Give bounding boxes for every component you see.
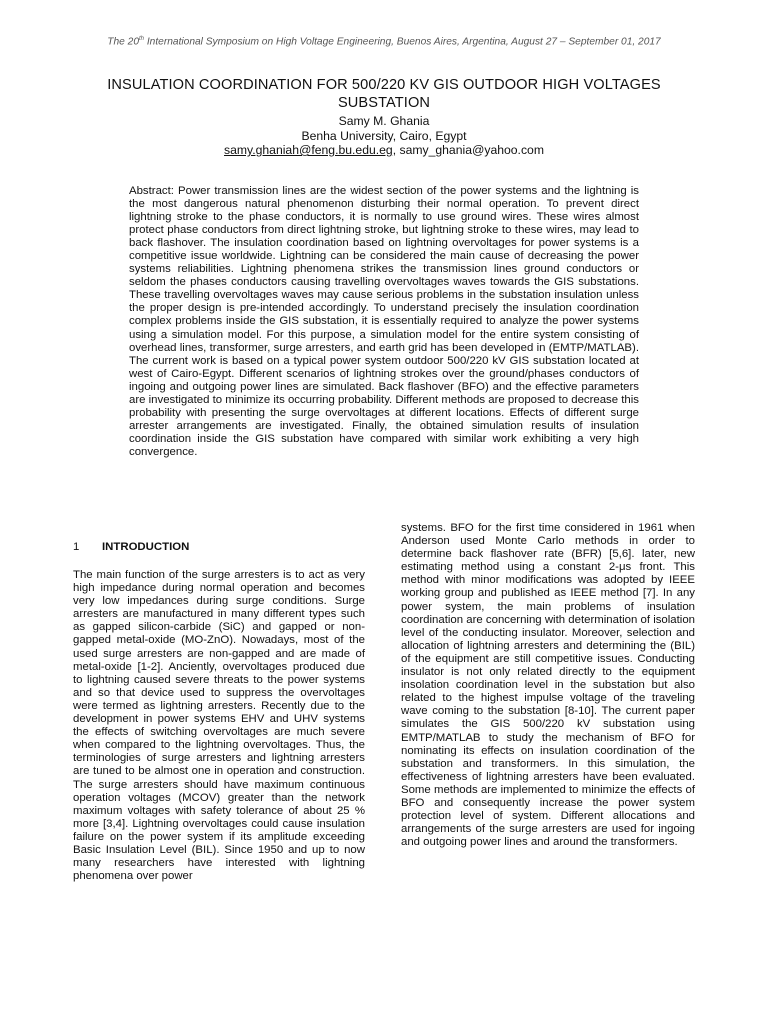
author-affiliation: Benha University, Cairo, Egypt xyxy=(301,128,467,143)
conference-header xyxy=(0,36,768,47)
abstract: Abstract: Power transmission lines are the widest section of the power systems and the lightning is the most dangerous natural phenomenon disturbing their normal operation. To prevent direct lightning stroke to the phase conductors, it is normally to use ground wires. These wires almost protect phase conductors from direct lightning stroke, but lightning stroke to these wires, may lead to back flashover. The insulation coordination based on lightning overvoltages for power systems is a competitive issue worldwide. Lightning can be considered the main cause of decreasing the power systems reliabilities. Lightning phenomena strikes the transmission lines ground conductors or seldom the phases conductors causing travelling overvoltages waves towards the GIS substations. These travelling overvoltages waves may cause serious problems in the substation insulation unless the proper design is pre-intended accordingly. To understand precisely the insulation coordination complex problems inside the GIS substation, it is essentially required to analyze the power systems using a simulation model. For this purpose, a simulation model for the entire system consisting of overhead lines, transformer, surge arresters, and earth grid has been developed in (EMTP/MATLAB). The current work is based on a typical power system outdoor 500/220 kV GIS substation located at west of Cairo-Egypt. Different scenarios of lightning strokes over the ground/phases conductors of ingoing and outgoing power lines are simulated. Back flashover (BFO) and the effective parameters are investigated to minimize its occurring probability. Different methods are proposed to decrease this probability with presenting the surge overvoltages at different locations. Effects of different surge arrester arrangements are investigated. Finally, the obtained simulation results of insulation coordination inside the GIS substation have compared with similar work exhibiting a very high convergence. xyxy=(129,185,639,458)
section-number: 1 xyxy=(73,541,80,553)
author-name: Samy M. Ghania xyxy=(338,114,430,128)
email-secondary: samy_ghania@yahoo.com xyxy=(399,143,544,157)
header-prefix: The 20 xyxy=(107,36,139,48)
body-left-column: The main function of the surge arresters is to act as very high impedance during normal operation and becomes very low impedances during surge conditions. Surge arresters are manufactured in many different types such as gapped silicon-carbide (SiC) and gapped or non-gapped metal-oxide (MO-ZnO). Nowadays, most of the used surge arresters are non-gapped and are made of metal-oxide [1-2]. Anciently, overvoltages produced due to lightning caused severe threats to the power systems and so that device used to suppress the overvoltages were termed as lightning arresters. Recently due to the development in power systems EHV and UHV systems the effects of switching overvoltages are much severe when compared to the lightning overvoltages. Thus, the terminologies of surge arresters and lightning arresters are tuned to be almost one in operation and construction. The surge arresters should have maximum continuous operation voltages (MCOV) greater than the network maximum voltages with safety tolerance of about 25 % more [3,4]. Lightning overvoltages could cause insulation failure on the power system if its amplitude exceeding Basic Insulation Level (BIL). Since 1950 and up to now many researchers have interested with lightning phenomena over power xyxy=(73,569,365,883)
author-block xyxy=(0,114,768,158)
body-right-column: systems. BFO for the first time considered in 1961 when Anderson used Monte Carlo methods in order to determine back flashover rate (BFR) [5,6]. later, new estimating method using a constant 2-μs front. This method with minor modifications was adopted by IEEE working group and published as IEEE method [7]. In any power system, the main problems of insulation coordination are concerning with determination of isolation level of the conducting insulator. Moreover, selection and allocation of lightning arresters and determining the (BIL) of the equipment are still competitive issues. Conducting insulator is not only related directly to the equipment insolation coordination level in the substation but also related to the highest impulse voltage of the traveling wave coming to the substation [8-10]. The current paper simulates the GIS 500/220 kV substation using EMTP/MATLAB to study the mechanism of BFO for nominating its effects on insulation coordination of the substation and transformers. In this simulation, the effectiveness of lightning arresters have been evaluated. Some methods are implemented to minimize the effects of BFO and consequently increase the power system protection level of system. Different allocations and arrangements of the surge arresters are used for ingoing and outgoing power lines and around the transformers. xyxy=(401,522,695,849)
paper-title: INSULATION COORDINATION FOR 500/220 KV GIS OUTDOOR HIGH VOLTAGES SUBSTATION xyxy=(107,77,661,111)
email-link-primary[interactable]: samy.ghaniah@feng.bu.edu.eg xyxy=(224,143,393,157)
section-title: INTRODUCTION xyxy=(102,541,190,553)
header-suffix: International Symposium on High Voltage Engineering, Buenos Aires, Argentina, August 27 – September 01, 2017 xyxy=(144,36,661,48)
header-ordinal: th xyxy=(139,36,145,42)
email-separator: , xyxy=(392,143,397,157)
section-heading xyxy=(73,541,189,553)
author-emails xyxy=(0,143,768,158)
